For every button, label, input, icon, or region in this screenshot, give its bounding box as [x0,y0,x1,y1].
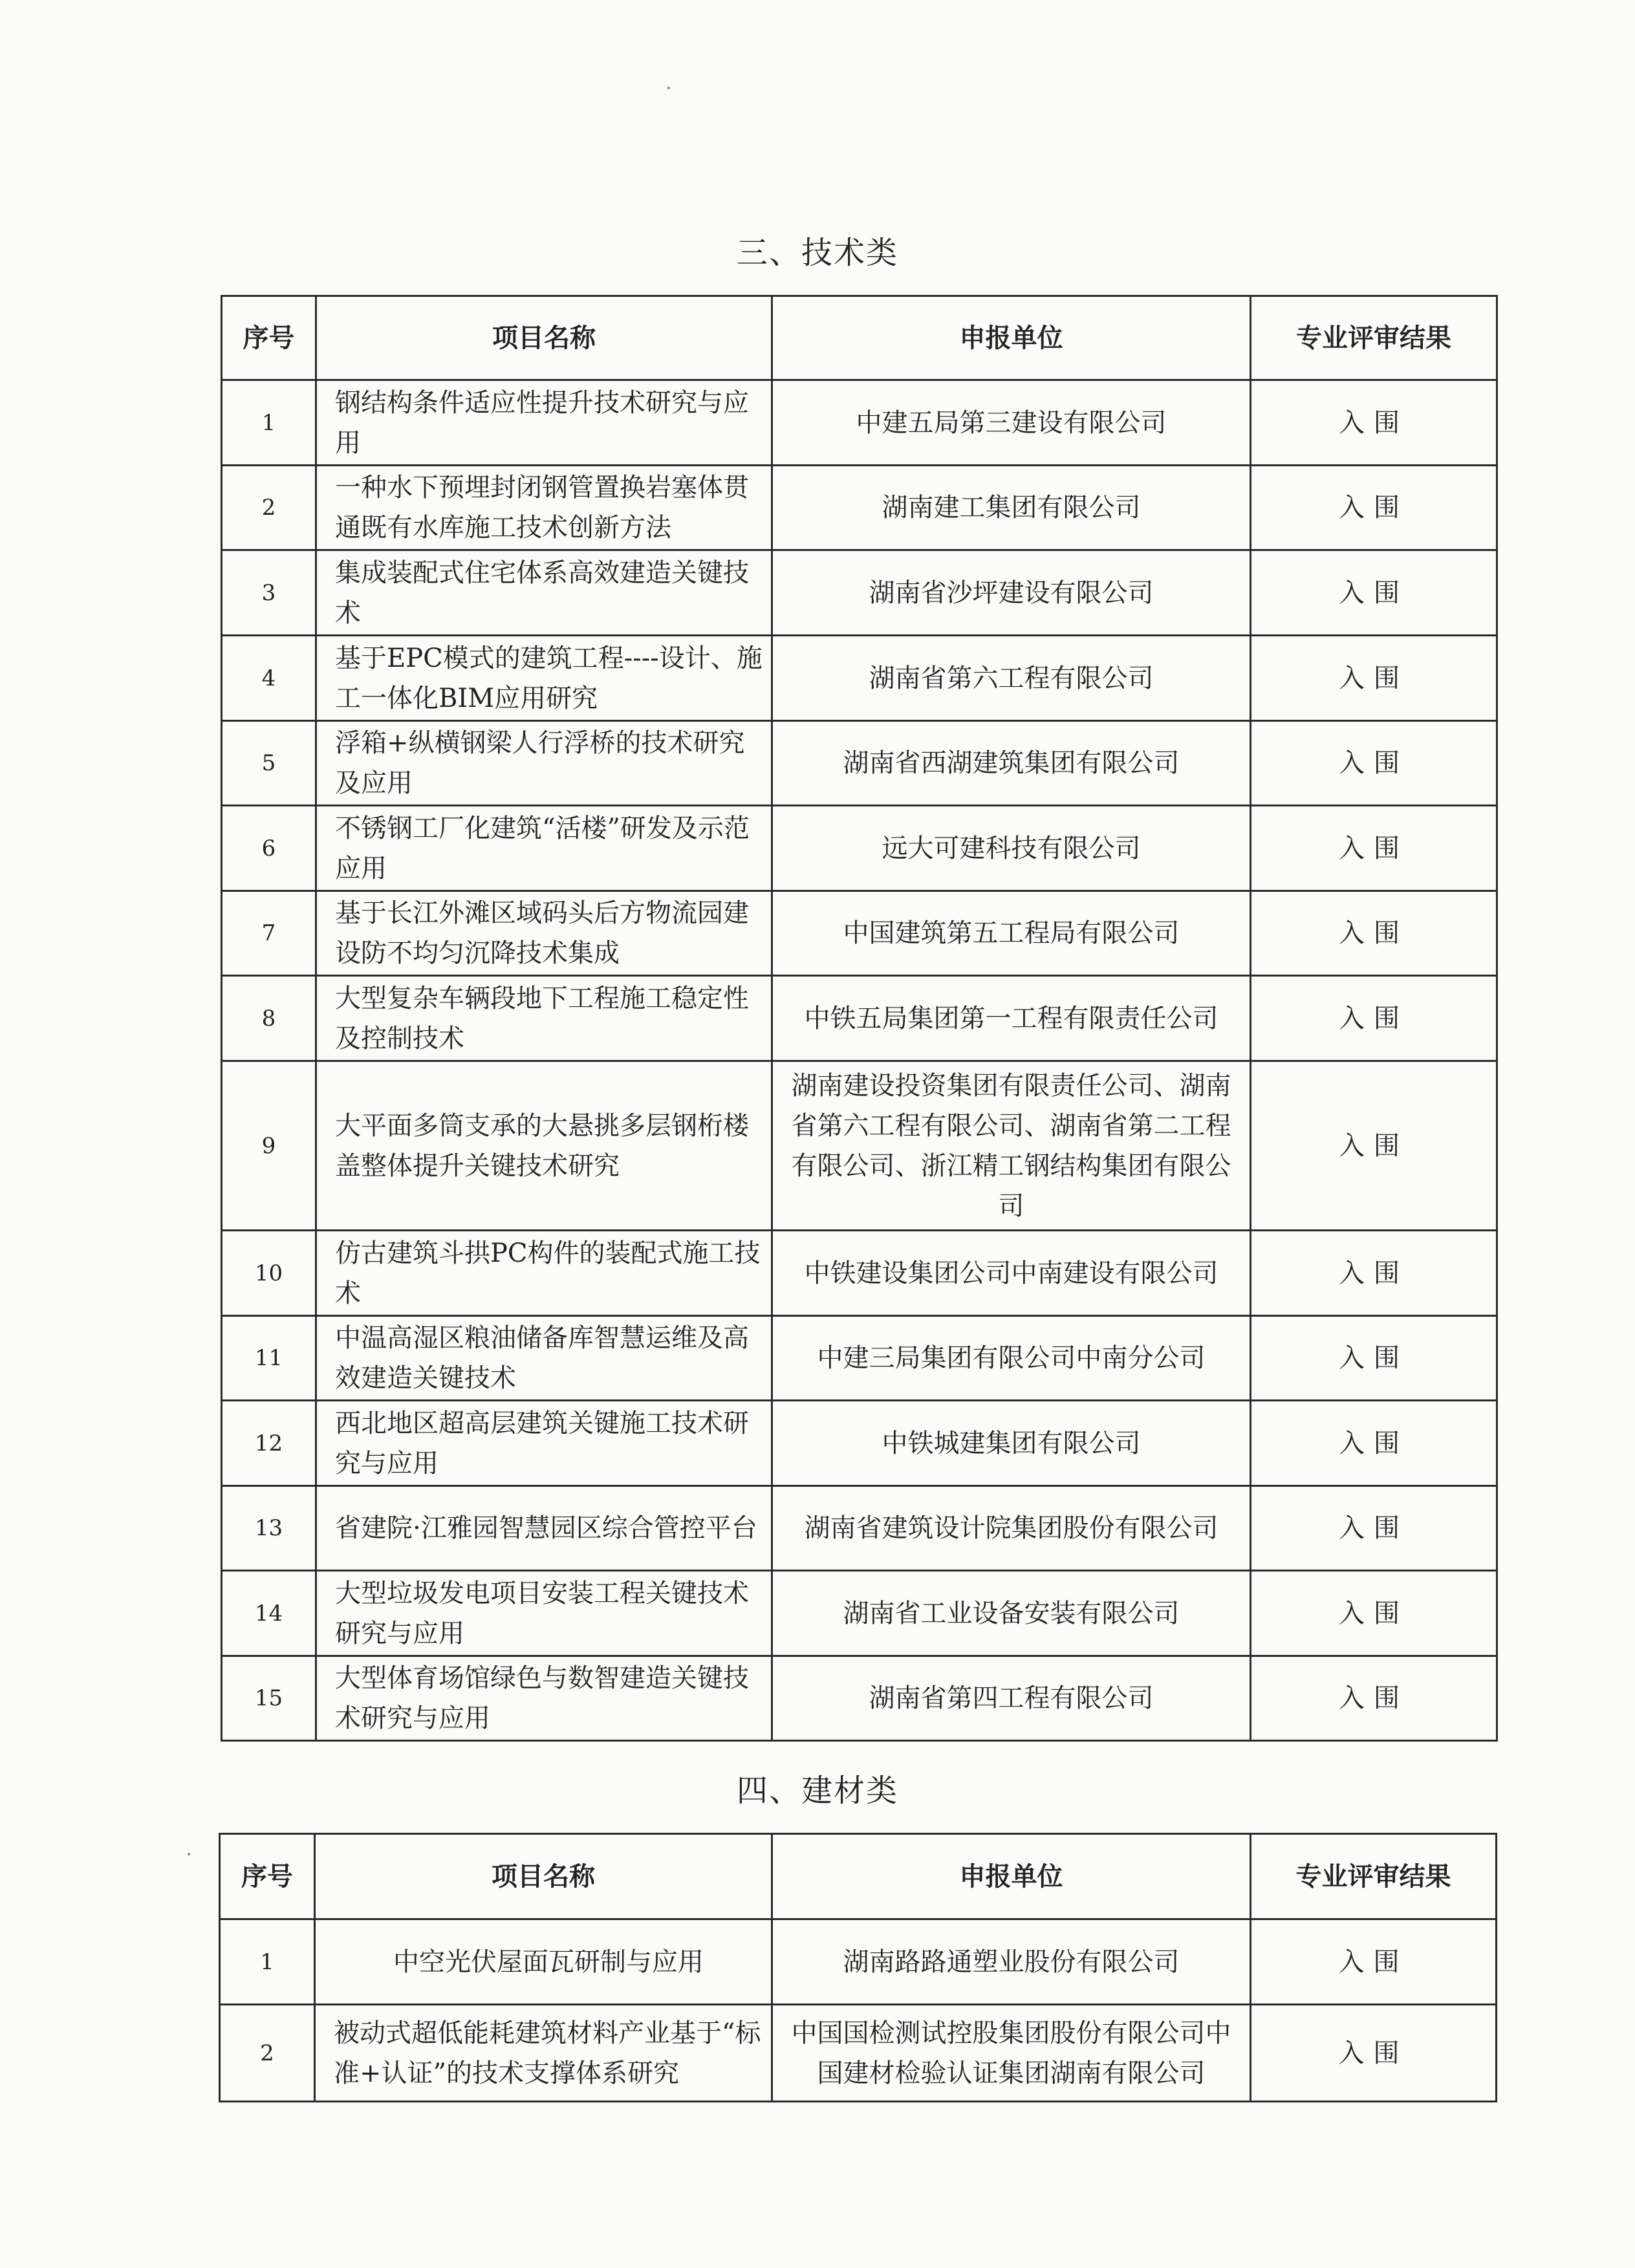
review-result: 入围 [1251,466,1497,550]
header-result: 专业评审结果 [1251,1834,1497,1919]
table-row [222,550,1497,636]
row-number: 11 [222,1316,316,1401]
project-name: 钢结构条件适应性提升技术研究与应用 [316,380,772,466]
table-header-row [220,1834,1497,1919]
review-result: 入围 [1251,1231,1497,1316]
row-number: 8 [222,976,316,1061]
table-row [222,1656,1497,1741]
review-result: 入围 [1251,380,1497,466]
scan-speck [188,1853,190,1855]
section-title-tech: 三、技术类 [736,235,898,271]
project-name: 集成装配式住宅体系高效建造关键技术 [316,550,772,636]
project-name: 中温高湿区粮油储备库智慧运维及高效建造关键技术 [316,1316,772,1401]
header-no: 序号 [220,1834,315,1919]
applicant-unit: 湖南省工业设备安装有限公司 [772,1571,1251,1656]
project-name: 基于长江外滩区域码头后方物流园建设防不均匀沉降技术集成 [316,891,772,976]
applicant-unit: 湖南建设投资集团有限责任公司、湖南省第六工程有限公司、湖南省第二工程有限公司、浙江精工钢结构集团有限公司 [772,1061,1251,1231]
header-name: 项目名称 [315,1834,772,1919]
table-row [222,1486,1497,1571]
applicant-unit: 湖南省西湖建筑集团有限公司 [772,721,1251,806]
applicant-unit: 湖南路路通塑业股份有限公司 [772,1919,1251,2005]
applicant-unit: 湖南省第四工程有限公司 [772,1656,1251,1741]
applicant-unit: 中铁五局集团第一工程有限责任公司 [772,976,1251,1061]
table-row [222,721,1497,806]
row-number: 4 [222,636,316,721]
review-result: 入围 [1251,1571,1497,1656]
table-row [220,2005,1497,2102]
row-number: 12 [222,1401,316,1486]
project-name: 基于EPC模式的建筑工程----设计、施工一体化BIM应用研究 [316,636,772,721]
review-result: 入围 [1251,806,1497,891]
scan-speck [667,87,670,89]
project-name: 不锈钢工厂化建筑“活楼”研发及示范应用 [316,806,772,891]
row-number: 2 [222,466,316,550]
header-result: 专业评审结果 [1251,296,1497,380]
applicant-unit: 湖南省建筑设计院集团股份有限公司 [772,1486,1251,1571]
table-row [222,976,1497,1061]
project-name: 大型体育场馆绿色与数智建造关键技术研究与应用 [316,1656,772,1741]
row-number: 6 [222,806,316,891]
header-unit: 申报单位 [772,296,1251,380]
review-result: 入围 [1251,1919,1497,2005]
project-name: 一种水下预埋封闭钢管置换岩塞体贯通既有水库施工技术创新方法 [316,466,772,550]
applicant-unit: 湖南省沙坪建设有限公司 [772,550,1251,636]
table-row [222,891,1497,976]
table-header-row [222,296,1497,380]
project-name: 西北地区超高层建筑关键施工技术研究与应用 [316,1401,772,1486]
review-result: 入围 [1251,2005,1497,2102]
applicant-unit: 中铁城建集团有限公司 [772,1401,1251,1486]
row-number: 5 [222,721,316,806]
header-name: 项目名称 [316,296,772,380]
review-result: 入围 [1251,1486,1497,1571]
materials-table [219,1833,1497,2102]
row-number: 1 [222,380,316,466]
table-row [222,1231,1497,1316]
project-name: 大型复杂车辆段地下工程施工稳定性及控制技术 [316,976,772,1061]
table-row [222,1061,1497,1231]
row-number: 13 [222,1486,316,1571]
row-number: 9 [222,1061,316,1231]
project-name: 浮箱+纵横钢梁人行浮桥的技术研究及应用 [316,721,772,806]
table-row [222,1316,1497,1401]
project-name: 仿古建筑斗拱PC构件的装配式施工技术 [316,1231,772,1316]
review-result: 入围 [1251,721,1497,806]
row-number: 2 [220,2005,315,2102]
tech-table [221,295,1498,1742]
table-row [222,636,1497,721]
project-name: 大平面多筒支承的大悬挑多层钢桁楼盖整体提升关键技术研究 [316,1061,772,1231]
review-result: 入围 [1251,1061,1497,1231]
row-number: 15 [222,1656,316,1741]
row-number: 3 [222,550,316,636]
applicant-unit: 中建五局第三建设有限公司 [772,380,1251,466]
table-row [222,1571,1497,1656]
review-result: 入围 [1251,636,1497,721]
header-unit: 申报单位 [772,1834,1251,1919]
applicant-unit: 中铁建设集团公司中南建设有限公司 [772,1231,1251,1316]
applicant-unit: 中国建筑第五工程局有限公司 [772,891,1251,976]
row-number: 14 [222,1571,316,1656]
applicant-unit: 湖南建工集团有限公司 [772,466,1251,550]
row-number: 1 [220,1919,315,2005]
row-number: 7 [222,891,316,976]
review-result: 入围 [1251,550,1497,636]
review-result: 入围 [1251,1316,1497,1401]
table-row [222,466,1497,550]
section-title-materials: 四、建材类 [736,1773,898,1809]
project-name: 被动式超低能耗建筑材料产业基于“标准+认证”的技术支撑体系研究 [315,2005,772,2102]
project-name: 中空光伏屋面瓦研制与应用 [315,1919,772,2005]
applicant-unit: 远大可建科技有限公司 [772,806,1251,891]
table-row [222,380,1497,466]
applicant-unit: 湖南省第六工程有限公司 [772,636,1251,721]
review-result: 入围 [1251,1401,1497,1486]
table-row [222,806,1497,891]
review-result: 入围 [1251,891,1497,976]
table-row [220,1919,1497,2005]
applicant-unit: 中国国检测试控股集团股份有限公司中国建材检验认证集团湖南有限公司 [772,2005,1251,2102]
header-no: 序号 [222,296,316,380]
applicant-unit: 中建三局集团有限公司中南分公司 [772,1316,1251,1401]
row-number: 10 [222,1231,316,1316]
review-result: 入围 [1251,1656,1497,1741]
project-name: 省建院·江雅园智慧园区综合管控平台 [316,1486,772,1571]
project-name: 大型垃圾发电项目安装工程关键技术研究与应用 [316,1571,772,1656]
table-row [222,1401,1497,1486]
review-result: 入围 [1251,976,1497,1061]
